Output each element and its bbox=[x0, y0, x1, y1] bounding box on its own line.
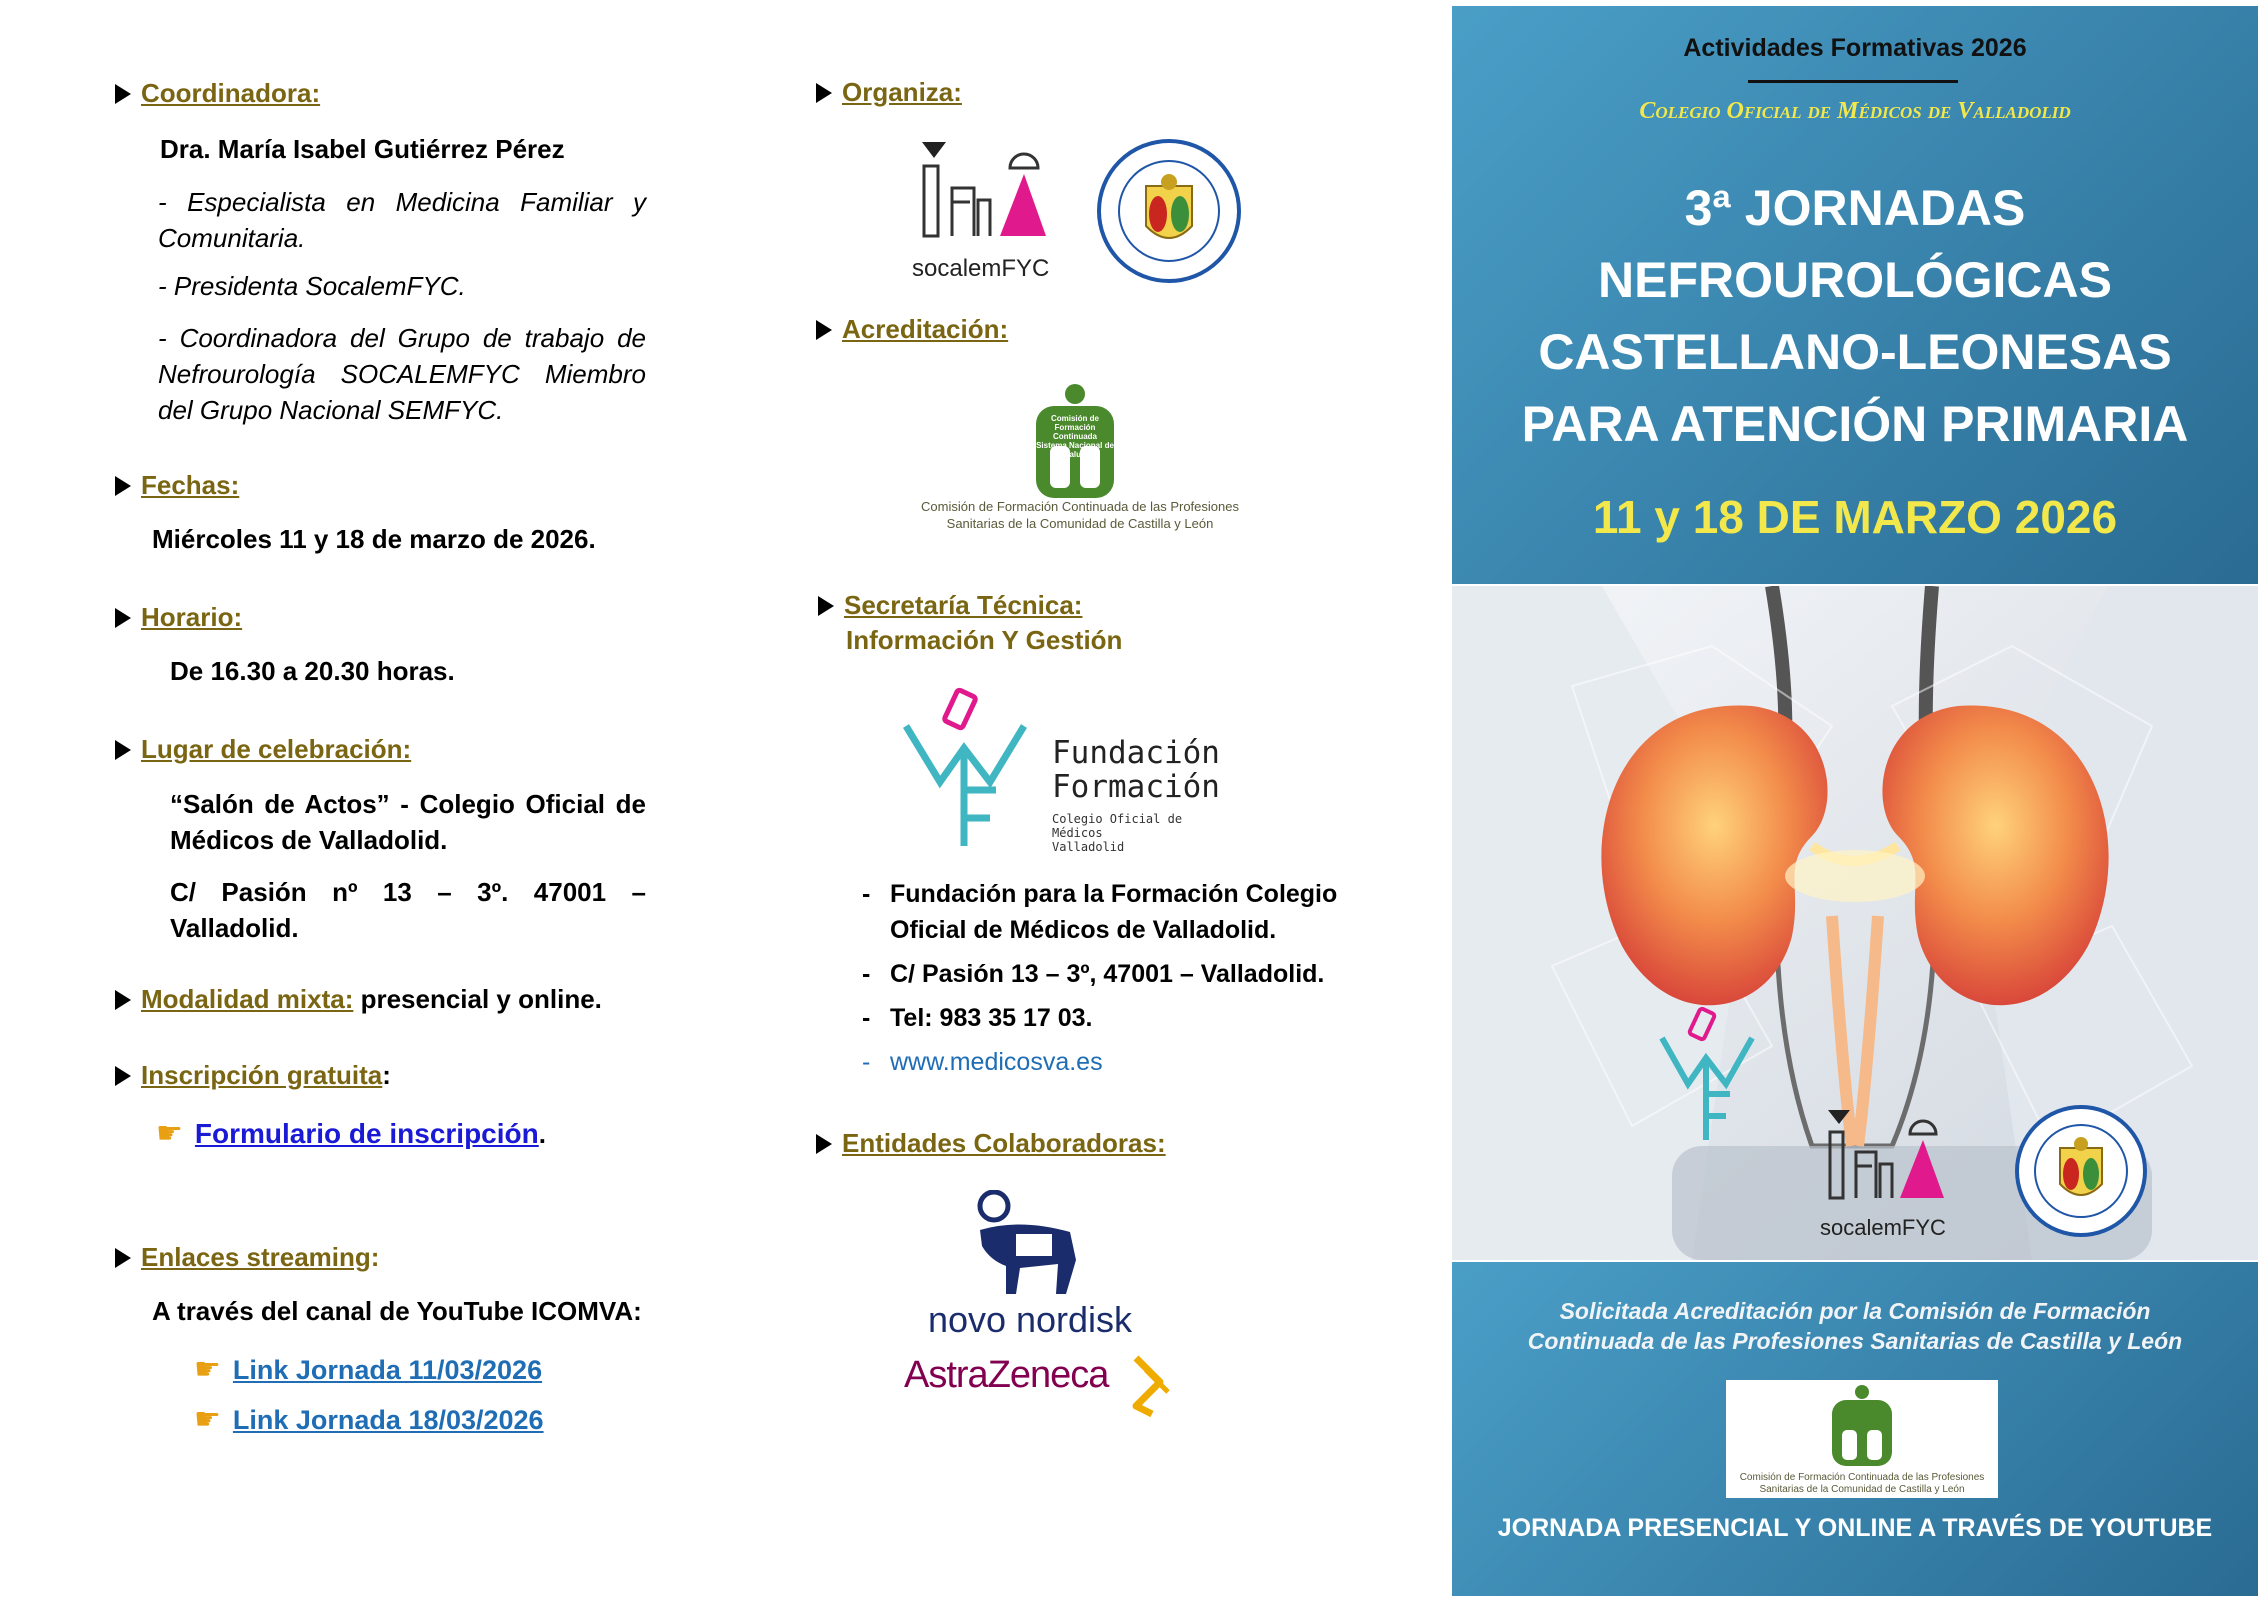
fundacion-logo-line-4: Valladolid bbox=[1052, 840, 1125, 854]
pointing-hand-icon: ☛ bbox=[156, 1117, 183, 1150]
secretaria-header: Secretaría Técnica: bbox=[818, 590, 1082, 621]
streaming-header: Enlaces streaming bbox=[141, 1242, 371, 1272]
title-line-4: PARA ATENCIÓN PRIMARIA bbox=[1521, 396, 2189, 452]
triangle-bullet-icon bbox=[115, 990, 131, 1010]
fundacion-logo-line-2: Formación bbox=[1052, 769, 1220, 805]
cover-title bbox=[1452, 172, 2258, 460]
comision-cover-caption: Comisión de Formación Continuada de las Profesiones Sanitarias de la Comunidad de Castilla y León bbox=[1739, 1472, 1985, 1495]
modalidad-value: presencial y online. bbox=[353, 984, 602, 1014]
triangle-bullet-icon bbox=[115, 476, 131, 496]
colegio-name: Colegio Oficial de Médicos de Valladolid bbox=[1639, 98, 2071, 124]
streaming-link-2-row bbox=[194, 1402, 544, 1437]
stream-link-1[interactable]: Link Jornada 11/03/2026 bbox=[232, 1355, 543, 1385]
coordinadora-header: Coordinadora: bbox=[115, 78, 320, 109]
lugar-header: Lugar de celebración: bbox=[115, 734, 411, 765]
triangle-bullet-icon bbox=[115, 84, 131, 104]
horario-value: De 16.30 a 20.30 horas. bbox=[170, 656, 455, 686]
triangle-bullet-icon bbox=[818, 596, 834, 616]
inscripcion-link-row: ☛ Formulario de inscripción. bbox=[156, 1117, 546, 1150]
novo-nordisk-logo-text: novo nordisk bbox=[927, 1299, 1133, 1340]
triangle-bullet-icon bbox=[816, 83, 832, 103]
triangle-bullet-icon bbox=[816, 1134, 832, 1154]
lugar-line-2: C/ Pasión nº 13 – 3º. 47001 – Valladolid. bbox=[170, 877, 646, 943]
title-line-3: CASTELLANO-LEONESAS bbox=[1538, 324, 2172, 380]
colegio-seal-cover-logo bbox=[2014, 1104, 2148, 1238]
horario-header: Horario: bbox=[115, 602, 242, 633]
inscripcion-row: Inscripción gratuita: bbox=[115, 1060, 391, 1091]
divider bbox=[1748, 80, 1958, 83]
fundacion-logo-line-1: Fundación bbox=[1052, 735, 1220, 771]
pointing-hand-icon: ☛ bbox=[194, 1403, 221, 1436]
socalemfyc-cover-logo-text: socalemFYC bbox=[1820, 1215, 1946, 1240]
stream-link-2[interactable]: Link Jornada 18/03/2026 bbox=[232, 1405, 544, 1435]
fundacion-mini-logo bbox=[1656, 1006, 1756, 1146]
fundacion-formacion-logo bbox=[900, 686, 1230, 852]
colaboradoras-header: Entidades Colaboradoras: bbox=[816, 1128, 1166, 1159]
title-line-1: 3ª JORNADAS bbox=[1684, 180, 2026, 236]
fundacion-logo-line-3: Colegio Oficial de Médicos bbox=[1052, 812, 1183, 840]
list-item: - C/ Pasión 13 – 3º, 47001 – Valladolid. bbox=[862, 960, 1325, 988]
fechas-header: Fechas: bbox=[115, 470, 239, 501]
triangle-bullet-icon bbox=[115, 608, 131, 628]
fechas-value: Miércoles 11 y 18 de marzo de 2026. bbox=[152, 524, 596, 554]
streaming-link-1-row bbox=[194, 1352, 542, 1387]
pointing-hand-icon: ☛ bbox=[194, 1353, 221, 1386]
comision-formacion-logo bbox=[1020, 382, 1130, 500]
secretaria-subtitle: Información Y Gestión bbox=[846, 625, 1123, 655]
cover-date: 11 y 18 DE MARZO 2026 bbox=[1592, 491, 2118, 543]
comision-logo-text: Comisión de Formación Continuada Sistema Nacional de Salud bbox=[1036, 414, 1114, 459]
acreditacion-header: Acreditación: bbox=[816, 314, 1008, 345]
streaming-intro: A través del canal de YouTube ICOMVA: bbox=[152, 1296, 642, 1326]
cover-footer-text: JORNADA PRESENCIAL Y ONLINE A TRAVÉS DE YOUTUBE bbox=[1497, 1514, 2213, 1542]
colegio-seal-logo bbox=[1096, 138, 1242, 284]
list-item: - Tel: 983 35 17 03. bbox=[862, 1004, 1093, 1032]
modalidad-row bbox=[115, 984, 602, 1015]
comision-caption: Comisión de Formación Continuada de las Profesiones Sanitarias de la Comunidad de Castilla y León bbox=[921, 499, 1239, 531]
inscripcion-header: Inscripción gratuita bbox=[141, 1060, 383, 1090]
lugar-line-1: “Salón de Actos” - Colegio Oficial de Médicos de Valladolid. bbox=[170, 789, 646, 855]
registration-form-link[interactable]: Formulario de inscripción bbox=[194, 1118, 539, 1149]
novo-nordisk-logo bbox=[920, 1190, 1140, 1340]
coordinator-role-2: - Presidenta SocalemFYC. bbox=[158, 271, 466, 301]
astrazeneca-logo-text: AstraZeneca bbox=[904, 1354, 1109, 1396]
activities-label: Actividades Formativas 2026 bbox=[1683, 34, 2027, 62]
triangle-bullet-icon bbox=[115, 740, 131, 760]
socalemfyc-cover-logo bbox=[1820, 1106, 1944, 1246]
coordinator-name: Dra. María Isabel Gutiérrez Pérez bbox=[160, 134, 565, 164]
triangle-bullet-icon bbox=[115, 1066, 131, 1086]
accreditation-note: Solicitada Acreditación por la Comisión de Formación Continuada de las Profesiones Sanitarias de Castilla y León bbox=[1527, 1298, 2183, 1354]
streaming-row: Enlaces streaming: bbox=[115, 1242, 379, 1273]
secretaria-list bbox=[862, 876, 1352, 1080]
modalidad-header: Modalidad mixta: bbox=[141, 984, 354, 1014]
list-item: - Fundación para la Formación Colegio Oficial de Médicos de Valladolid. bbox=[862, 880, 1338, 944]
coordinator-role-1: - Especialista en Medicina Familiar y Comunitaria. bbox=[158, 187, 646, 253]
socalemfyc-logo bbox=[912, 138, 1050, 282]
comision-cover-logo bbox=[1726, 1380, 1998, 1498]
website-link[interactable]: www.medicosva.es bbox=[890, 1048, 1103, 1076]
coordinator-role-3: - Coordinadora del Grupo de trabajo de Nefrourología SOCALEMFYC Miembro del Grupo Nacional SEMFYC. bbox=[158, 323, 646, 425]
title-line-2: NEFROUROLÓGICAS bbox=[1598, 252, 2112, 308]
organiza-header: Organiza: bbox=[816, 77, 962, 108]
list-item: - www.medicosva.es bbox=[862, 1048, 1103, 1076]
triangle-bullet-icon bbox=[115, 1248, 131, 1268]
astrazeneca-logo bbox=[904, 1354, 1174, 1424]
socalemfyc-logo-text: socalemFYC bbox=[912, 255, 1050, 282]
triangle-bullet-icon bbox=[816, 320, 832, 340]
